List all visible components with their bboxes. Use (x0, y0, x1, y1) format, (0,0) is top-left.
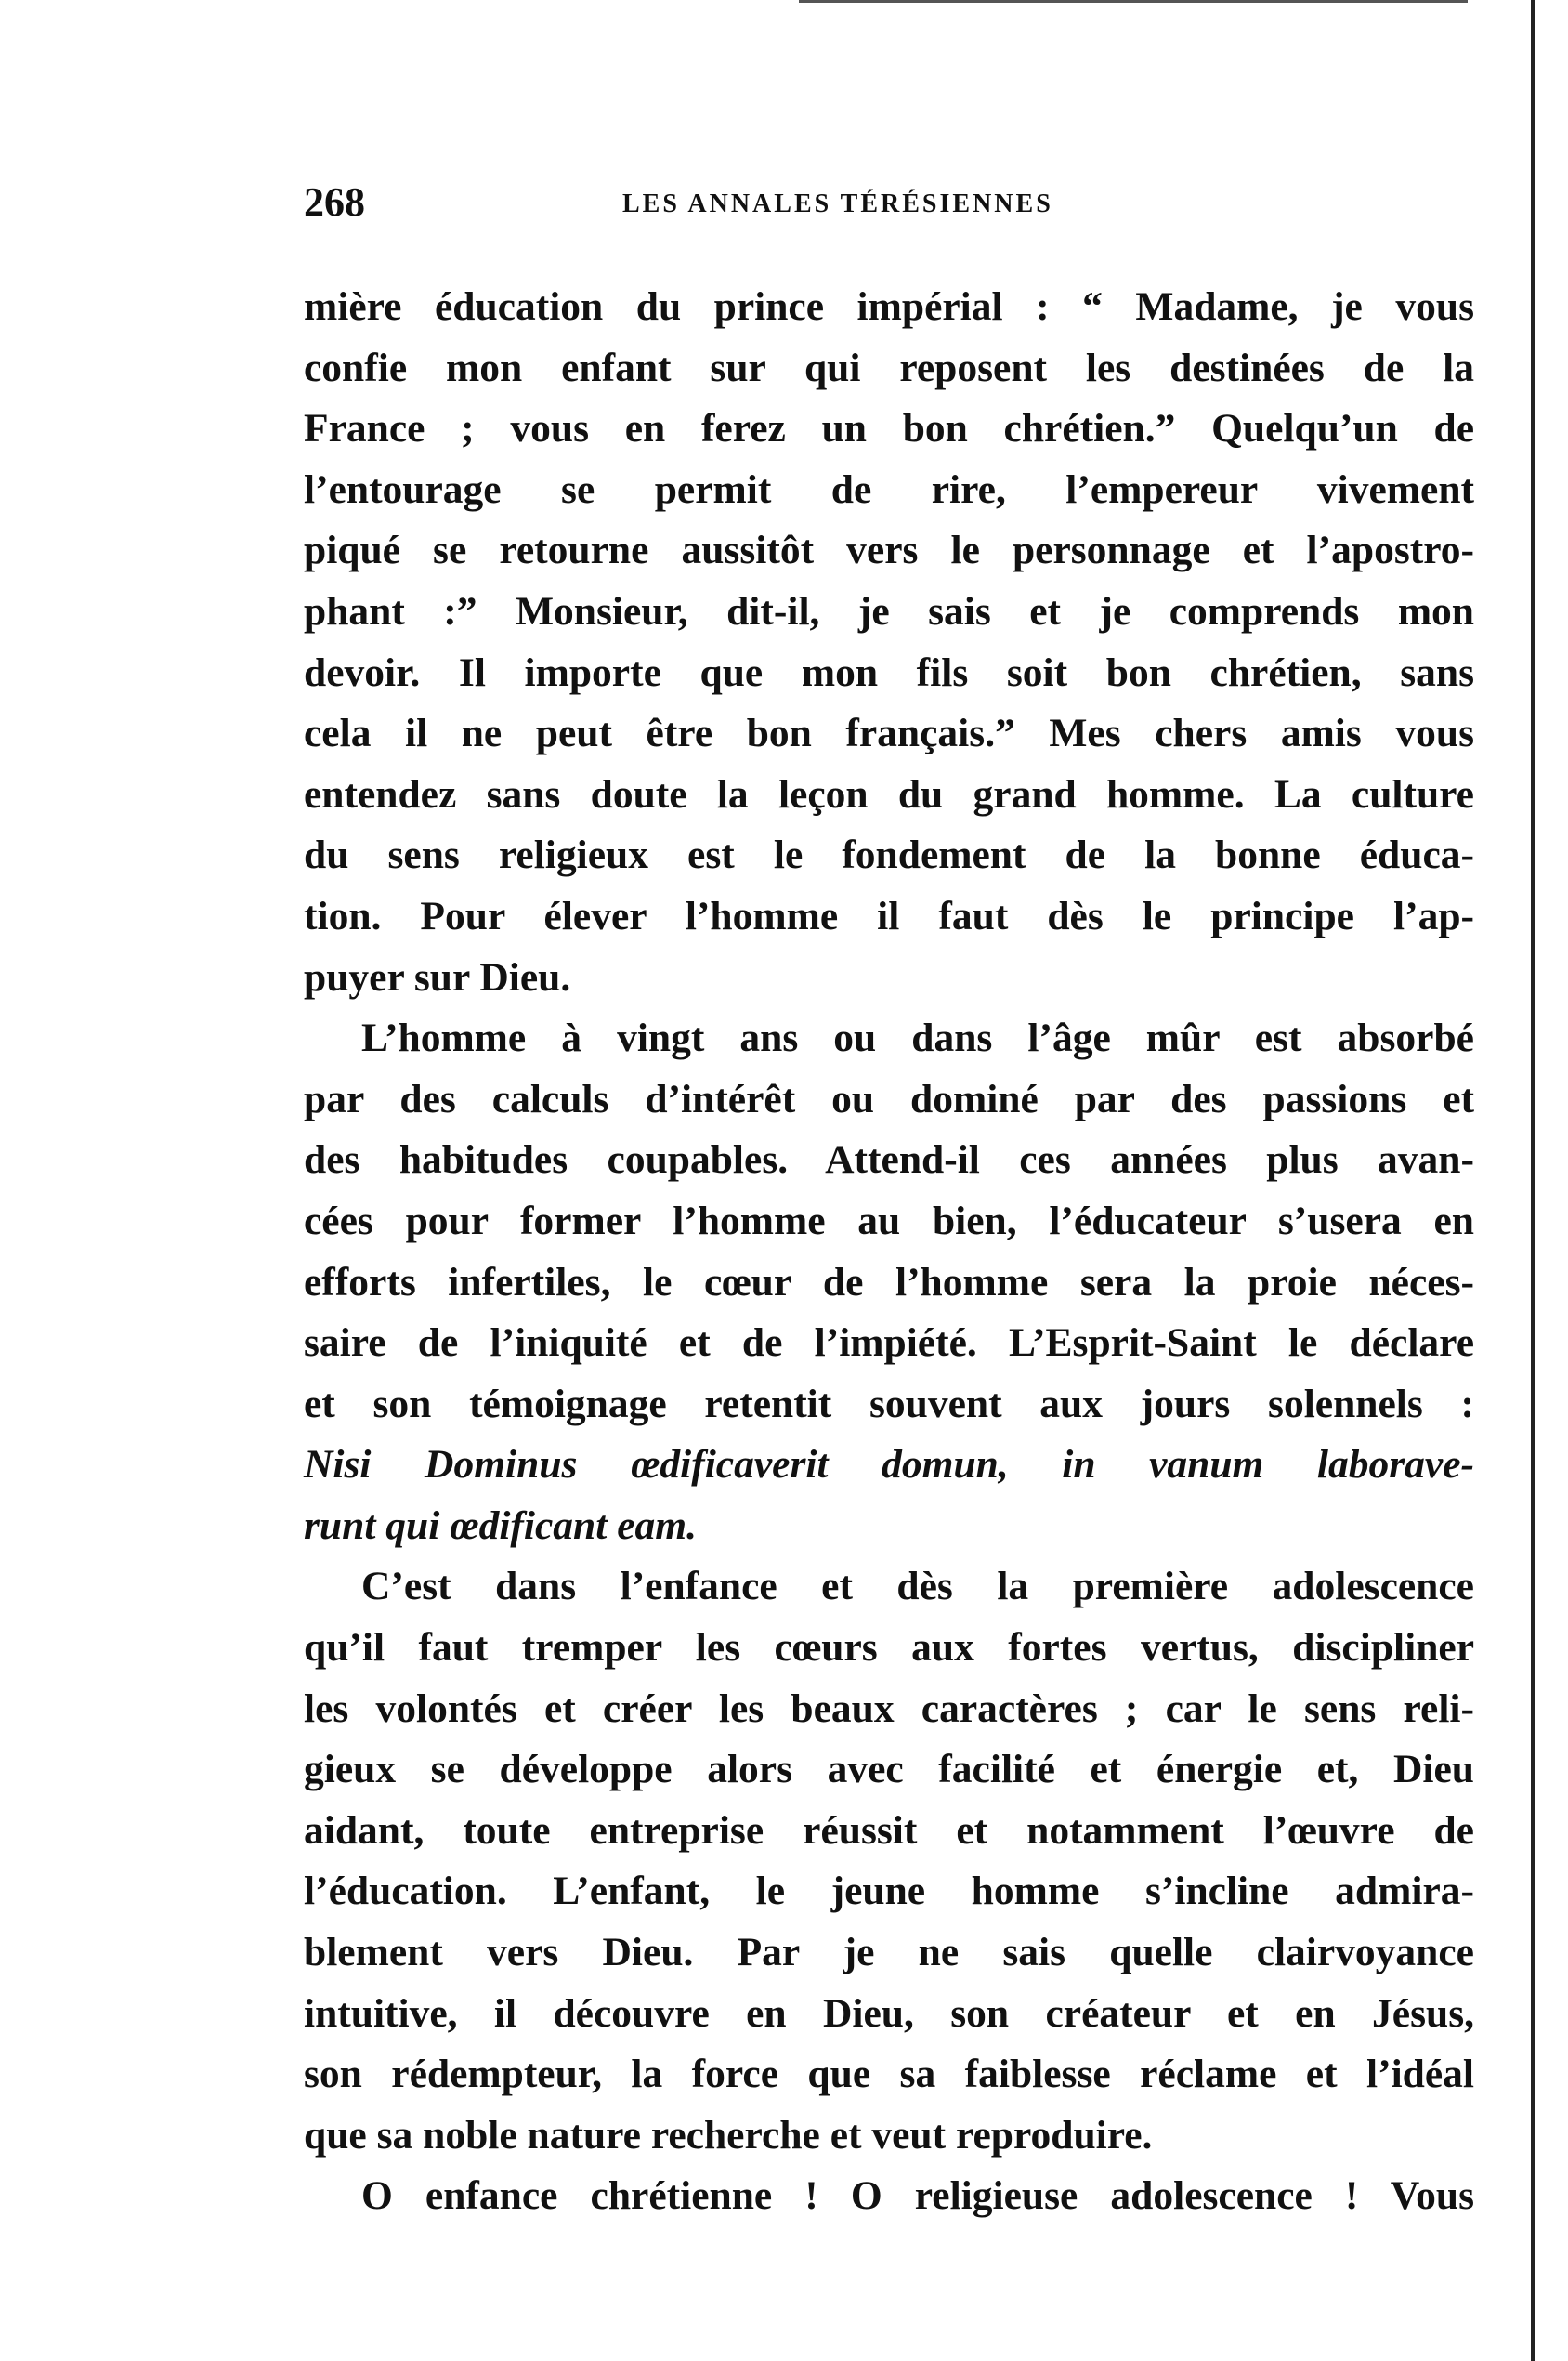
text-line: phant :” Monsieur, dit-il, je sais et je comprends mon (304, 588, 1474, 634)
text-line: par des calculs d’intérêt ou dominé par des passions et (304, 1076, 1474, 1121)
page-number: 268 (304, 179, 365, 225)
running-title: LES ANNALES TÉRÉSIENNES (622, 190, 1053, 218)
text-line: confie mon enfant sur qui reposent les destinées de la (304, 345, 1474, 390)
text-line: l’éducation. L’enfant, le jeune homme s’incline admira- (304, 1869, 1474, 1914)
text-line: aidant, toute entreprise réussit et notamment l’œuvre de (304, 1807, 1474, 1853)
latin-quote-line: runt qui œdificant eam. (304, 1502, 697, 1548)
text-line: cela il ne peut être bon français.” Mes chers amis vous (304, 711, 1474, 756)
text-line: des habitudes coupables. Attend-il ces années plus avan- (304, 1137, 1474, 1183)
text-line: saire de l’iniquité et de l’impiété. L’Esprit-Saint le déclare (304, 1320, 1474, 1366)
text-line: France ; vous en ferez un bon chrétien.” Quelqu’un de (304, 406, 1474, 452)
text-line: l’entourage se permit de rire, l’empereur vivement (304, 466, 1474, 512)
text-line: tion. Pour élever l’homme il faut dès le principe l’ap- (304, 893, 1474, 938)
text-line: L’homme à vingt ans ou dans l’âge mûr est absorbé (361, 1016, 1474, 1061)
text-line: devoir. Il importe que mon fils soit bon chrétien, sans (304, 649, 1474, 695)
text-line: piqué se retourne aussitôt vers le personnage et l’apostro- (304, 528, 1474, 573)
text-line: intuitive, il découvre en Dieu, son créateur et en Jésus, (304, 1990, 1474, 2036)
text-line: que sa noble nature recherche et veut reproduire. (304, 2112, 1153, 2158)
page-edge-rule (1531, 0, 1535, 2361)
text-line: son rédempteur, la force que sa faiblesse réclame et l’idéal (304, 2052, 1474, 2097)
text-line: blement vers Dieu. Par je ne sais quelle clairvoyance (304, 1930, 1474, 1975)
text-line: mière éducation du prince impérial : “ Madame, je vous (304, 284, 1474, 329)
text-line: puyer sur Dieu. (304, 954, 571, 1000)
text-line: et son témoignage retentit souvent aux jours solennels : (304, 1381, 1474, 1426)
text-line: O enfance chrétienne ! O religieuse adolescence ! Vous (361, 2173, 1474, 2219)
text-line: efforts infertiles, le cœur de l’homme sera la proie néces- (304, 1259, 1474, 1305)
text-line: du sens religieux est le fondement de la bonne éduca- (304, 833, 1474, 878)
page-header (304, 178, 1474, 234)
text-line: qu’il faut tremper les cœurs aux fortes vertus, discipliner (304, 1625, 1474, 1671)
text-line: entendez sans doute la leçon du grand homme. La culture (304, 771, 1474, 817)
text-line: C’est dans l’enfance et dès la première adolescence (361, 1564, 1474, 1609)
latin-quote-line: Nisi Dominus œdificaverit domun, in vanum laborave- (304, 1442, 1474, 1488)
top-edge-rule (799, 0, 1468, 3)
body-text (304, 277, 1474, 2227)
text-line: gieux se développe alors avec facilité et énergie et, Dieu (304, 1747, 1474, 1792)
text-line: cées pour former l’homme au bien, l’éducateur s’usera en (304, 1198, 1474, 1243)
text-line: les volontés et créer les beaux caractères ; car le sens reli- (304, 1685, 1474, 1731)
